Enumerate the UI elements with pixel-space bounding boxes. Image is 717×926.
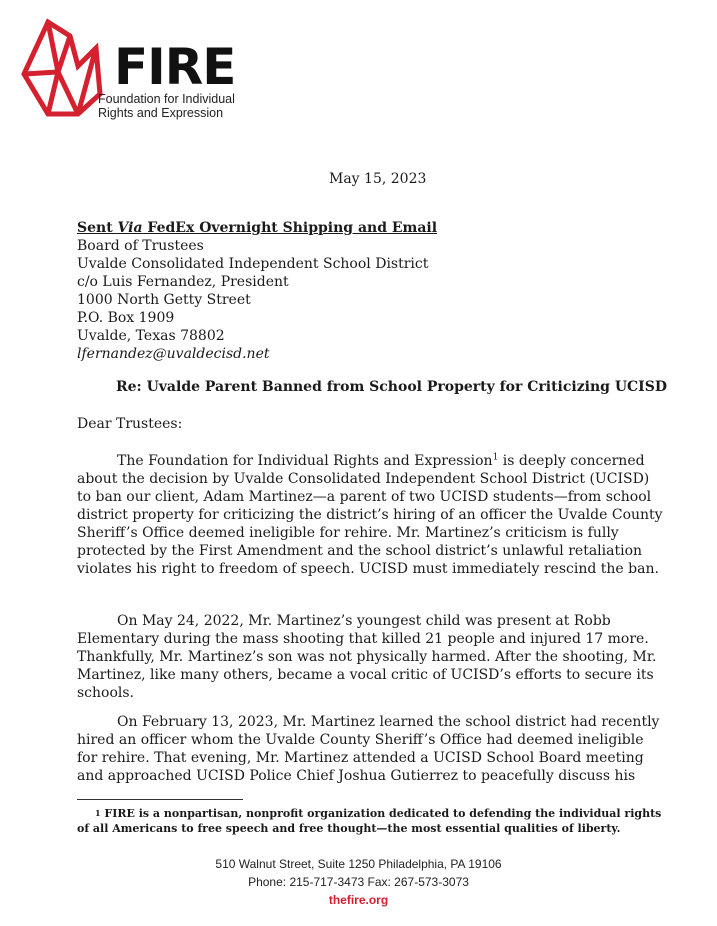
sent-prefix: Sent: [77, 220, 118, 236]
footnote-divider: [77, 799, 243, 800]
recipient-address-block: [77, 219, 437, 363]
paragraph-text: is deeply concerned about the decision by Uvalde Consolidated Independent School District (UCISD) to ban our client, Adam Martinez—a parent of two UCISD students—from school district property for criticizing the district’s hiring of an officer the Uvalde County Sheriff’s Office deemed ineligible for rehire. Mr. Martinez’s criticism is fully protected by the First Amendment and the school district’s unlawful retaliation violates his right to freedom of speech. UCISD must immediately rescind the ban.: [77, 453, 663, 577]
letterhead-footer: [0, 855, 717, 909]
salutation: Dear Trustees:: [77, 416, 183, 432]
sent-via: Via: [117, 220, 143, 236]
footnote-marker: 1: [492, 452, 499, 463]
footnote: [77, 806, 677, 836]
body-paragraph-3: [77, 713, 667, 785]
logo-tagline: [98, 92, 268, 120]
address-line: c/o Luis Fernandez, President: [77, 274, 289, 290]
tagline-line-1: Foundation for Individual: [98, 92, 235, 106]
subject-line: Re: Uvalde Parent Banned from School Property for Criticizing UCISD: [116, 379, 667, 395]
footer-address: 510 Walnut Street, Suite 1250 Philadelphia, PA 19106: [215, 857, 502, 871]
fire-wordmark: FIRE: [114, 38, 236, 96]
recipient-email: lfernandez@uvaldecisd.net: [77, 346, 270, 362]
footnote-number: 1: [95, 808, 101, 818]
footer-phone-fax: Phone: 215-717-3473 Fax: 267-573-3073: [248, 875, 469, 889]
address-line: P.O. Box 1909: [77, 310, 175, 326]
address-line: Board of Trustees: [77, 238, 204, 254]
paragraph-text: On February 13, 2023, Mr. Martinez learned the school district had recently hired an officer whom the Uvalde County Sheriff’s Office had deemed ineligible for rehire. That evening, Mr. Martinez attended a UCISD School Board meeting and approached UCISD Police Chief Joshua Gutierrez to peacefully discuss his: [77, 714, 660, 784]
footnote-text: FIRE is a nonpartisan, nonprofit organization dedicated to defending the individual rights of all Americans to free speech and free thought—the most essential qualities of liberty.: [77, 807, 662, 835]
footer-website-link[interactable]: thefire.org: [328, 893, 389, 907]
paragraph-text: On May 24, 2022, Mr. Martinez’s youngest child was present at Robb Elementary during the mass shooting that killed 21 people and injured 17 more. Thankfully, Mr. Martinez’s son was not physically harmed. After the shooting, Mr. Martinez, like many others, became a vocal critic of UCISD’s efforts to secure its schools.: [77, 613, 657, 701]
letter-date: May 15, 2023: [329, 171, 427, 187]
address-line: 1000 North Getty Street: [77, 292, 251, 308]
delivery-method: [77, 219, 437, 237]
body-paragraph-1: [77, 452, 667, 578]
sent-rest: FedEx Overnight Shipping and Email: [142, 220, 438, 236]
tagline-line-2: Rights and Expression: [98, 106, 224, 120]
address-line: Uvalde Consolidated Independent School District: [77, 256, 429, 272]
fire-logo: [18, 16, 258, 120]
address-line: Uvalde, Texas 78802: [77, 328, 225, 344]
body-paragraph-2: [77, 612, 667, 702]
paragraph-text: The Foundation for Individual Rights and Expression: [117, 453, 493, 469]
